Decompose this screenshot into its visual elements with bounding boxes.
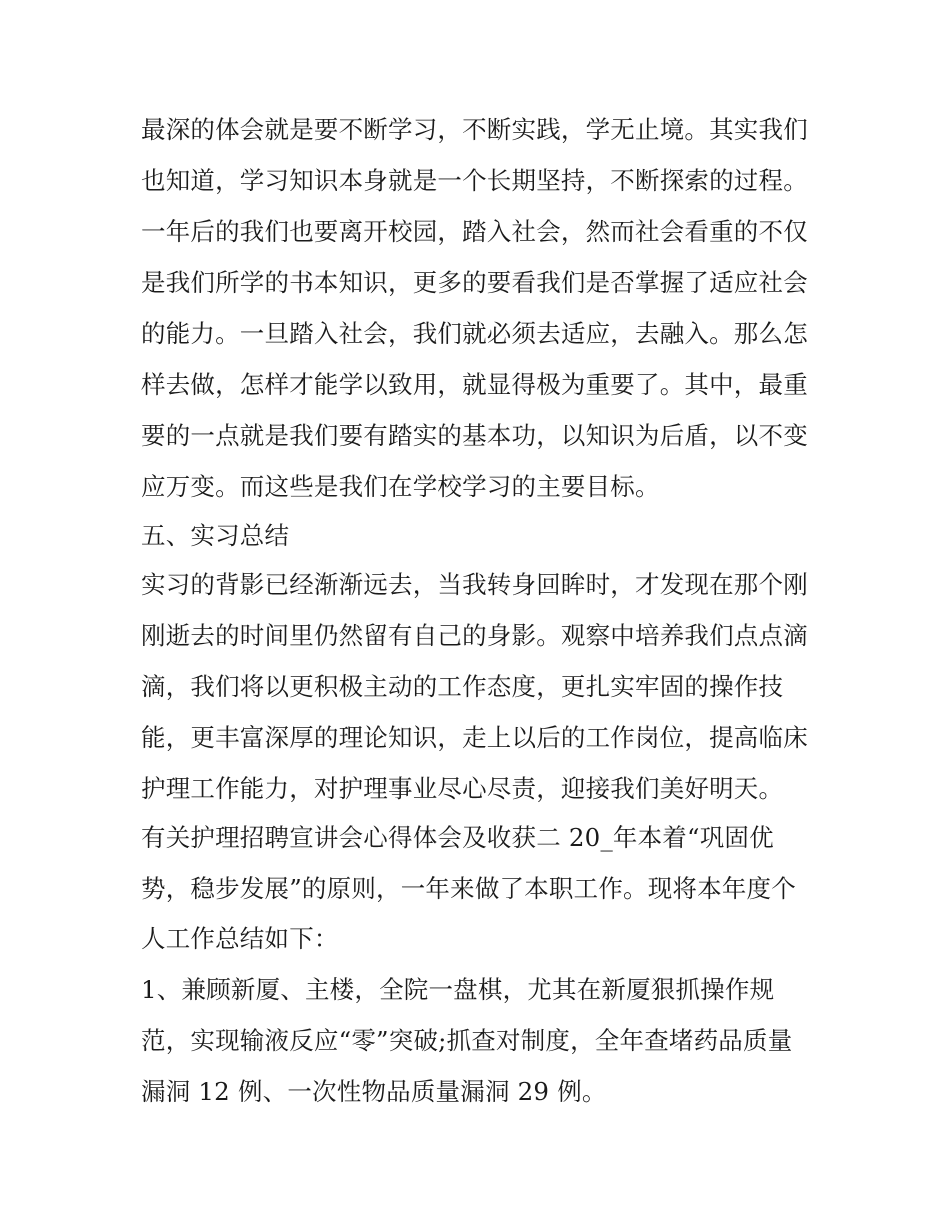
list-item-line: 范，实现输液反应“零”突破;抓查对制度，全年查堵药品质量 — [141, 1026, 793, 1055]
paragraph-line: 势，稳步发展”的原则，一年来做了本职工作。现将本年度个 — [141, 874, 796, 903]
paragraph-line: 有关护理招聘宣讲会心得体会及收获二 20_年本着“巩固优 — [141, 823, 774, 852]
paragraph-line: 实习的背影已经渐渐远去，当我转身回眸时，才发现在那个刚 — [141, 570, 808, 599]
paragraph-line: 样去做，怎样才能学以致用，就显得极为重要了。其中，最重 — [141, 370, 808, 399]
paragraph-line: 人工作总结如下： — [141, 924, 339, 953]
paragraph-line: 也知道，学习知识本身就是一个长期坚持，不断探索的过程。 — [141, 166, 808, 195]
list-item-line: 漏洞 12 例、一次性物品质量漏洞 29 例。 — [141, 1077, 607, 1106]
paragraph-line: 应万变。而这些是我们在学校学习的主要目标。 — [141, 472, 660, 501]
paragraph-line: 要的一点就是我们要有踏实的基本功，以知识为后盾，以不变 — [141, 421, 808, 450]
paragraph-line: 能，更丰富深厚的理论知识，走上以后的工作岗位，提高临床 — [141, 723, 808, 752]
paragraph-line: 的能力。一旦踏入社会，我们就必须去适应，去融入。那么怎 — [141, 319, 808, 348]
paragraph-line: 是我们所学的书本知识，更多的要看我们是否掌握了适应社会 — [141, 268, 808, 297]
paragraph-line: 最深的体会就是要不断学习，不断实践，学无止境。其实我们 — [141, 115, 808, 144]
paragraph-line: 滴，我们将以更积极主动的工作态度，更扎实牢固的操作技 — [141, 672, 784, 701]
list-item-line: 1、兼顾新厦、主楼，全院一盘棋，尤其在新厦狠抓操作规 — [141, 975, 775, 1004]
paragraph-line: 护理工作能力，对护理事业尽心尽责，迎接我们美好明天。 — [141, 774, 784, 803]
paragraph-line: 刚逝去的时间里仍然留有自己的身影。观察中培养我们点点滴 — [141, 621, 808, 650]
paragraph-line: 一年后的我们也要离开校园，踏入社会，然而社会看重的不仅 — [141, 217, 808, 246]
section-heading: 五、实习总结 — [141, 521, 290, 550]
